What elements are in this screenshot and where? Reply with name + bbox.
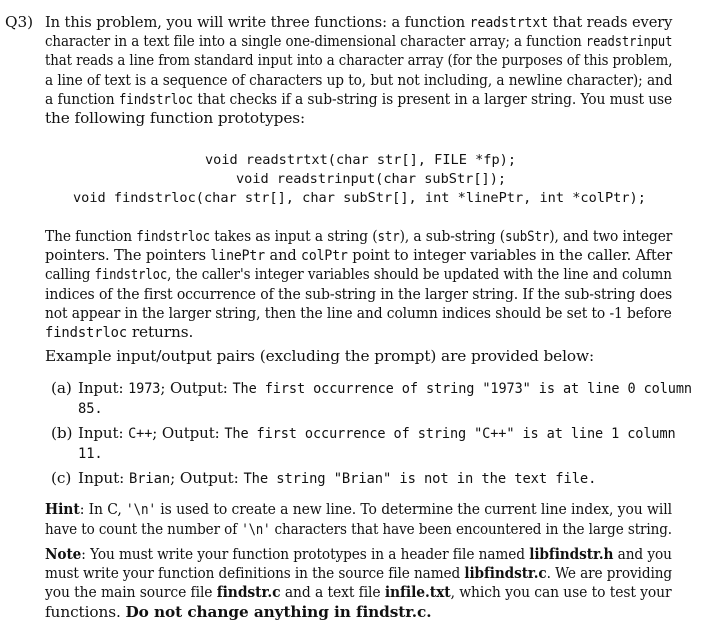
text-run: takes as input a string ( — [209, 227, 378, 245]
example-c-line — [78, 469, 596, 489]
code-text: colPtr — [301, 248, 348, 265]
example-intro-line — [45, 347, 594, 366]
text-run: you the main source file — [45, 583, 217, 602]
code-text: 85. — [78, 400, 103, 417]
text-run: ; Output: — [160, 379, 233, 397]
intro-paragraph-line — [45, 109, 305, 128]
text-run: have to count the number of — [45, 520, 242, 538]
bold-text: libfindstr.c — [464, 564, 547, 583]
code-text: subStr — [504, 229, 550, 245]
code-text: 1973 — [128, 381, 161, 397]
text-run: ), and two integer — [549, 227, 673, 245]
bold-text: Note — [45, 545, 82, 563]
prototype-readstrtxt: void readstrtxt(char str[], FILE *fp); — [205, 152, 516, 168]
bold-text: infile.txt — [384, 583, 451, 602]
code-text: 11. — [78, 445, 103, 462]
description-paragraph-line — [45, 323, 193, 343]
text-run: functions. — [45, 602, 126, 621]
description-paragraph-line — [45, 227, 672, 247]
bold-text: libfindstr.h — [529, 545, 614, 563]
text-run: , which you can use to test your — [450, 583, 672, 602]
description-paragraph-line — [45, 246, 672, 266]
text-run: Input: — [78, 424, 129, 442]
code-text: '\n' — [241, 522, 271, 538]
intro-paragraph-line — [45, 13, 672, 33]
note-paragraph-line — [45, 603, 431, 622]
intro-paragraph-line — [45, 32, 672, 52]
question-label: Q3) — [5, 13, 33, 31]
text-run: and a text file — [280, 583, 385, 602]
text-run: . We are providing — [546, 564, 673, 583]
text-run: In this problem, you will write three functions: a function — [45, 13, 470, 31]
bold-text: findstr.c — [216, 583, 281, 602]
hint-paragraph-line — [45, 500, 672, 520]
text-run: : In C, — [79, 500, 127, 518]
code-text: '\n' — [126, 502, 156, 518]
text-run: calling — [45, 265, 95, 284]
text-run: : You must write your function prototypes in a header file named — [81, 545, 530, 563]
example-b-line — [78, 424, 676, 444]
note-paragraph-line — [45, 545, 672, 564]
description-paragraph-line — [45, 265, 672, 285]
code-text: Brian — [129, 471, 171, 487]
example-a-line — [78, 379, 692, 399]
text-run: the following function prototypes: — [45, 109, 306, 127]
intro-paragraph-line — [45, 71, 672, 90]
text-run: Input: — [78, 469, 130, 487]
text-run: The function — [45, 227, 137, 245]
bold-text: Do not change anything in findstr.c. — [125, 602, 432, 621]
example-b-line — [78, 444, 103, 464]
text-run: character in a text file into a single one-dimensional character array; a function — [45, 32, 586, 51]
example-a-line — [78, 399, 103, 419]
prototype-readstrinput: void readstrinput(char subStr[]); — [236, 171, 507, 187]
text-run: not appear in the larger string, then the line and column indices should be set to -1 before — [45, 303, 672, 322]
intro-paragraph-line — [45, 90, 672, 110]
code-text: linePtr — [210, 248, 266, 265]
prototype-findstrloc: void findstrloc(char str[], char subStr[], int *linePtr, int *colPtr); — [73, 190, 646, 206]
intro-paragraph-line — [45, 51, 672, 70]
note-paragraph-line — [45, 564, 672, 583]
code-text: C++ — [128, 426, 153, 442]
text-run: must write your function definitions in the source file named — [45, 564, 465, 583]
text-run: returns. — [127, 323, 194, 341]
note-paragraph-line — [45, 583, 672, 602]
text-run: that reads every — [548, 13, 673, 31]
text-run: is used to create a new line. To determine the current line index, you will — [155, 500, 672, 518]
code-text: findstrloc — [45, 325, 128, 341]
bold-text: Hint — [45, 500, 80, 518]
example-c-label: (c) — [51, 469, 72, 487]
code-text: readstrtxt — [469, 15, 549, 31]
code-text: readstrinput — [585, 34, 673, 51]
code-text: findstrloc — [136, 229, 210, 245]
text-run: point to integer variables in the caller. After — [347, 246, 673, 265]
description-paragraph-line — [45, 304, 672, 323]
code-text: The first occurrence of string "C++" is at line 1 column — [224, 426, 676, 442]
text-run: ; Output: — [152, 424, 225, 442]
text-run: a function — [45, 89, 119, 108]
text-run: , the caller's integer variables should be updated with the line and column — [167, 265, 672, 284]
text-run: indices of the first occurrence of the sub-string in the larger string. If the sub-string does — [45, 284, 673, 303]
description-paragraph-line — [45, 285, 672, 304]
text-run: pointers. The pointers — [45, 246, 211, 265]
text-run: Input: — [78, 379, 129, 397]
text-run: ), a sub-string ( — [399, 227, 505, 245]
example-b-label: (b) — [51, 424, 73, 442]
text-run: characters that have been encountered in the large string. — [270, 520, 673, 538]
code-text: str — [377, 229, 400, 245]
text-run: ; Output: — [170, 469, 244, 487]
hint-paragraph-line — [45, 520, 672, 540]
code-text: findstrloc — [118, 91, 194, 108]
code-text: The string "Brian" is not in the text file. — [243, 471, 597, 487]
text-run: and — [265, 246, 302, 265]
text-run: Example input/output pairs (excluding the prompt) are provided below: — [45, 347, 595, 365]
code-text: findstrloc — [94, 267, 168, 284]
example-a-label: (a) — [51, 379, 72, 397]
text-run: that checks if a sub-string is present in a larger string. You must use — [193, 89, 673, 108]
text-run: and you — [613, 545, 672, 563]
text-run: a line of text is a sequence of characters up to, but not including, a newline character); and — [45, 70, 673, 89]
text-run: that reads a line from standard input into a character array (for the purposes of this problem, — [45, 51, 673, 70]
code-text: The first occurrence of string "1973" is at line 0 column — [232, 381, 692, 397]
